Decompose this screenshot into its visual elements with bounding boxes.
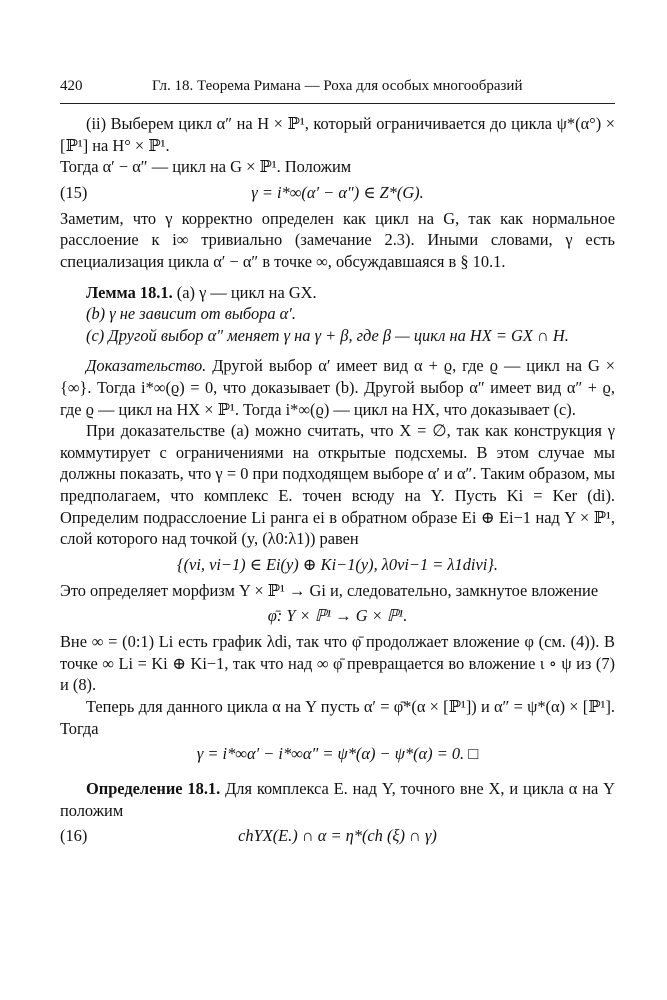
running-header (60, 78, 615, 100)
header-rule (60, 103, 615, 104)
paragraph-proof-a: При доказательстве (a) можно считать, что X = ∅, так как конструкция γ коммутирует с ограничениями на открытые подсхемы. В этом случае мы должны показать, что γ = 0 при подходящем выборе α′ и α″. Таким образом, мы предполагаем, что комплекс E. точен всюду на Y. Пусть Ki = Ker (di). Определим подрасслоение Li ранга ei в обратном образе Ei ⊕ Ei−1 над Y × ℙ¹, слой которого над точкой (y, (λ0:λ1)) равен (60, 421, 615, 549)
equation-formula: γ = i*∞α′ − i*∞α″ = ψ*(α) − ψ*(α) = 0. □ (196, 744, 479, 764)
equation-fiber (60, 550, 615, 580)
equation-formula: γ = i*∞(α′ − α″) ∈ Z*(G). (251, 182, 424, 202)
paragraph-choose-alpha: (ii) Выберем цикл α″ на H × ℙ¹, который ограничивается до цикла ψ*(α°) × [ℙ¹] на H° × ℙ¹. (60, 114, 615, 155)
running-head-title: Гл. 18. Теорема Римана — Роха для особых многообразий (152, 78, 523, 94)
definition-text: Для комплекса E. над Y, точного вне X, и цикла α на Y положим (60, 779, 615, 820)
lemma-title: Лемма 18.1. (86, 282, 173, 302)
paragraph-given-cycle: Теперь для данного цикла α на Y пусть α′ = φ̄*(α × [ℙ¹]) и α″ = ψ*(α) × [ℙ¹]. Тогда (60, 697, 615, 738)
equation-number: (15) (60, 182, 88, 202)
page-number: 420 (60, 78, 83, 94)
paragraph-then-cycle: Тогда α′ − α″ — цикл на G × ℙ¹. Положим (60, 157, 352, 177)
lemma-item-b: (b) γ не зависит от выбора α′. (86, 304, 296, 324)
page-body (60, 113, 615, 851)
equation-formula: {(vi, vi−1) ∈ Ei(y) ⊕ Ki−1(y), λ0vi−1 = λ1divi}. (177, 554, 498, 574)
equation-formula: chYX(E.) ∩ α = η*(ch (ξ) ∩ γ) (238, 826, 437, 846)
equation-16 (60, 821, 615, 851)
paragraph-remark: Заметим, что γ корректно определен как цикл на G, так как нормальное расслоение к i∞ тривиально (замечание 2.3). Иными словами, γ есть специализация цикла α′ − α″ в точке ∞, обсуждавшаяся в § 10.1. (60, 208, 615, 271)
lemma-item-a: (a) γ — цикл на GX. (176, 282, 317, 302)
proof-paragraph (60, 355, 615, 420)
definition-paragraph (60, 778, 615, 821)
proof-label: Доказательство. (86, 356, 207, 376)
lemma-item-c: (c) Другой выбор α″ меняет γ на γ + β, где β — цикл на HX = GX ∩ H. (86, 325, 569, 345)
equation-15 (60, 178, 615, 208)
definition-title: Определение 18.1. (86, 779, 221, 799)
equation-number: (16) (60, 826, 88, 846)
proof-text: Другой выбор α′ имеет вид α + ϱ, где ϱ — цикл на G × {∞}. Тогда i*∞(ϱ) = 0, что доказывает (b). Другой выбор α″ имеет вид α″ + ϱ, где ϱ — цикл на HX × ℙ¹. Тогда i*∞(ϱ) — цикл на HX, что доказывает (c). (60, 356, 615, 419)
equation-gamma-zero (60, 739, 615, 769)
paragraph-outside-infinity: Вне ∞ = (0:1) Li есть график λdi, так что φ̄ продолжает вложение φ (см. (4)). В точке ∞ Li = Ki ⊕ Ki−1, так что над ∞ φ̄ превращается во вложение ι ∘ ψ из (7) и (8). (60, 632, 615, 695)
equation-formula: φ̄: Y × ℙ¹ → G × ℙ¹. (267, 606, 408, 626)
equation-embedding (60, 601, 615, 631)
lemma-statement-a (60, 282, 615, 304)
paragraph-morphism: Это определяет морфизм Y × ℙ¹ → Gi и, следовательно, замкнутое вложение (60, 580, 599, 600)
